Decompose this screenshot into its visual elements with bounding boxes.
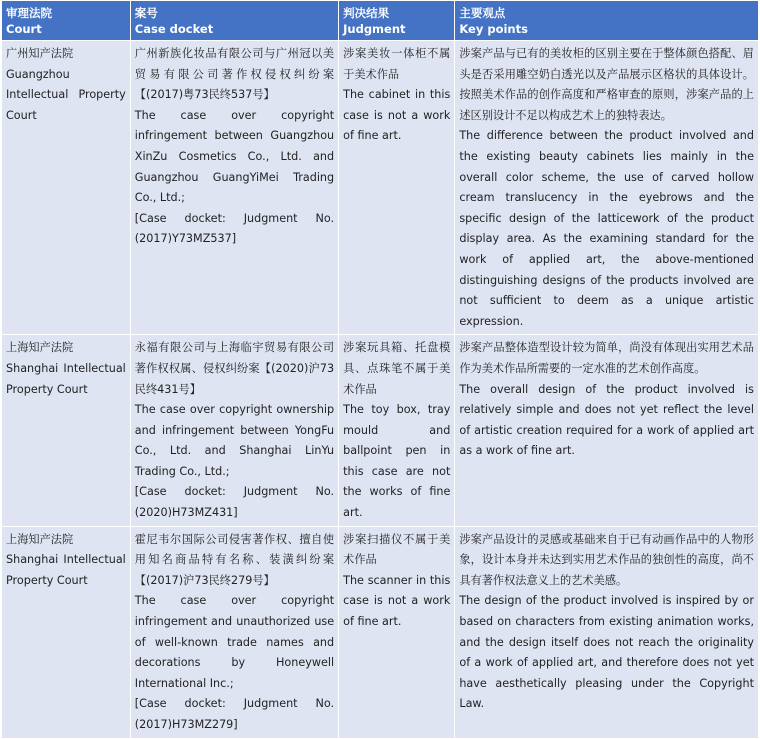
judgment-en: The scanner in this case is not a work of fine art.: [343, 573, 451, 629]
key-zh: 涉案产品设计的灵感或基础来自于已有动画作品中的人物形象，设计本身并未达到实用艺术作品的独创性的高度，尚不具有著作权法意义上的艺术美感。: [459, 532, 754, 587]
judgment-zh: 涉案扫描仪不属于美术作品: [343, 532, 451, 567]
docket-zh: 永福有限公司与上海临宇贸易有限公司著作权权属、侵权纠纷案【(2020)沪73民终431号】: [134, 341, 335, 396]
docket-ref: [Case docket: Judgment No. (2020)H73MZ431]: [134, 485, 335, 520]
court-en: Shanghai Intellectual Property Court: [6, 361, 126, 396]
judgment-cell: [339, 335, 455, 526]
docket-zh: 霍尼韦尔国际公司侵害著作权、擅自使用知名商品特有名称、装潢纠纷案【(2017)沪73民终279号】: [134, 532, 335, 587]
header-key-zh: 主要观点: [459, 6, 506, 20]
header-docket: [130, 1, 338, 41]
table-row: [2, 41, 759, 335]
docket-ref: [Case docket: Judgment No. (2017)H73MZ279]: [134, 697, 335, 731]
court-zh: 上海知产法院: [6, 532, 74, 546]
header-row: [2, 1, 759, 41]
docket-en: The case over copyright ownership and infringement between YongFu Co., Ltd. and Shanghai LinYu Trading Co., Ltd.;: [134, 403, 335, 478]
header-key-en: Key points: [459, 22, 528, 36]
docket-cell: [130, 526, 338, 738]
header-judgment-en: Judgment: [343, 22, 406, 36]
table-row: [2, 526, 759, 738]
docket-ref: [Case docket: Judgment No. (2017)Y73MZ537]: [134, 211, 335, 246]
header-court-en: Court: [6, 22, 42, 36]
court-cell: [2, 335, 131, 526]
header-judgment-zh: 判决结果: [343, 6, 390, 20]
key-points-cell: [455, 335, 759, 526]
key-points-cell: [455, 41, 759, 335]
header-court: [2, 1, 131, 41]
docket-cell: [130, 41, 338, 335]
judgment-cell: [339, 526, 455, 738]
court-zh: 广州知产法院: [6, 47, 74, 60]
court-zh: 上海知产法院: [6, 341, 74, 355]
key-zh: 涉案产品整体造型设计较为简单，尚没有体现出实用艺术品作为美术作品所需要的一定水准的艺术创作高度。: [459, 341, 754, 375]
header-judgment: [339, 1, 455, 41]
judgment-en: The cabinet in this case is not a work of fine art.: [343, 88, 451, 143]
key-zh: 涉案产品与已有的美妆柜的区别主要在于整体颜色搭配、眉头是否采用雕空奶白透光以及产品展示区格状的具体设计。按照美术作品的创作高度和严格审查的原则，涉案产品的上述区别设计不足以构成艺术上的独特表达。: [459, 47, 754, 122]
key-en: The overall design of the product involved is relatively simple and does not yet reflect the level of artistic creation required for a work of applied art as a work of fine art.: [459, 382, 754, 458]
docket-en: The case over copyright infringement between Guangzhou XinZu Cosmetics Co., Ltd. and Guangzhou GuangYiMei Trading Co., Ltd.;: [134, 108, 335, 205]
key-en: The design of the product involved is inspired by or based on characters from existing animation works, and the design itself does not reach the originality of a work of applied art, and therefore does not yet have aesthetically pleasing under the Copyright Law.: [459, 594, 754, 711]
header-docket-zh: 案号: [134, 6, 158, 20]
court-en: Shanghai Intellectual Property Court: [6, 553, 126, 587]
key-points-cell: [455, 526, 759, 738]
header-key-points: [455, 1, 759, 41]
table-row: [2, 335, 759, 526]
judgment-zh: 涉案玩具箱、托盘模具、点珠笔不属于美术作品: [343, 341, 451, 396]
judgment-en: The toy box, tray mould and ballpoint pen in this case are not the works of fine art.: [343, 403, 451, 520]
header-docket-en: Case docket: [134, 22, 214, 36]
court-cell: [2, 41, 131, 335]
court-en: Guangzhou Intellectual Property Court: [6, 67, 126, 122]
docket-en: The case over copyright infringement and unauthorized use of well-known trade names and decorations by Honeywell International Inc.;: [134, 594, 335, 690]
key-en: The difference between the product involved and the existing beauty cabinets lies mainly in the overall color scheme, the use of carved hollow cream translucency in the eyebrows and the specific design of the latticework of the product display area. As the examining standard for the work of applied art, the above-mentioned distinguishing designs of the products involved are not sufficient to deem as a unique artistic expression.: [459, 129, 754, 328]
judgment-zh: 涉案美妆一体柜不属于美术作品: [343, 47, 451, 81]
header-court-zh: 审理法院: [6, 6, 52, 20]
court-cell: [2, 526, 131, 738]
cases-table: [1, 0, 759, 739]
judgment-cell: [339, 41, 455, 335]
docket-cell: [130, 335, 338, 526]
docket-zh: 广州新族化妆品有限公司与广州冠以美贸易有限公司著作权侵权纠纷案【(2017)粤73民终537号】: [134, 47, 335, 102]
